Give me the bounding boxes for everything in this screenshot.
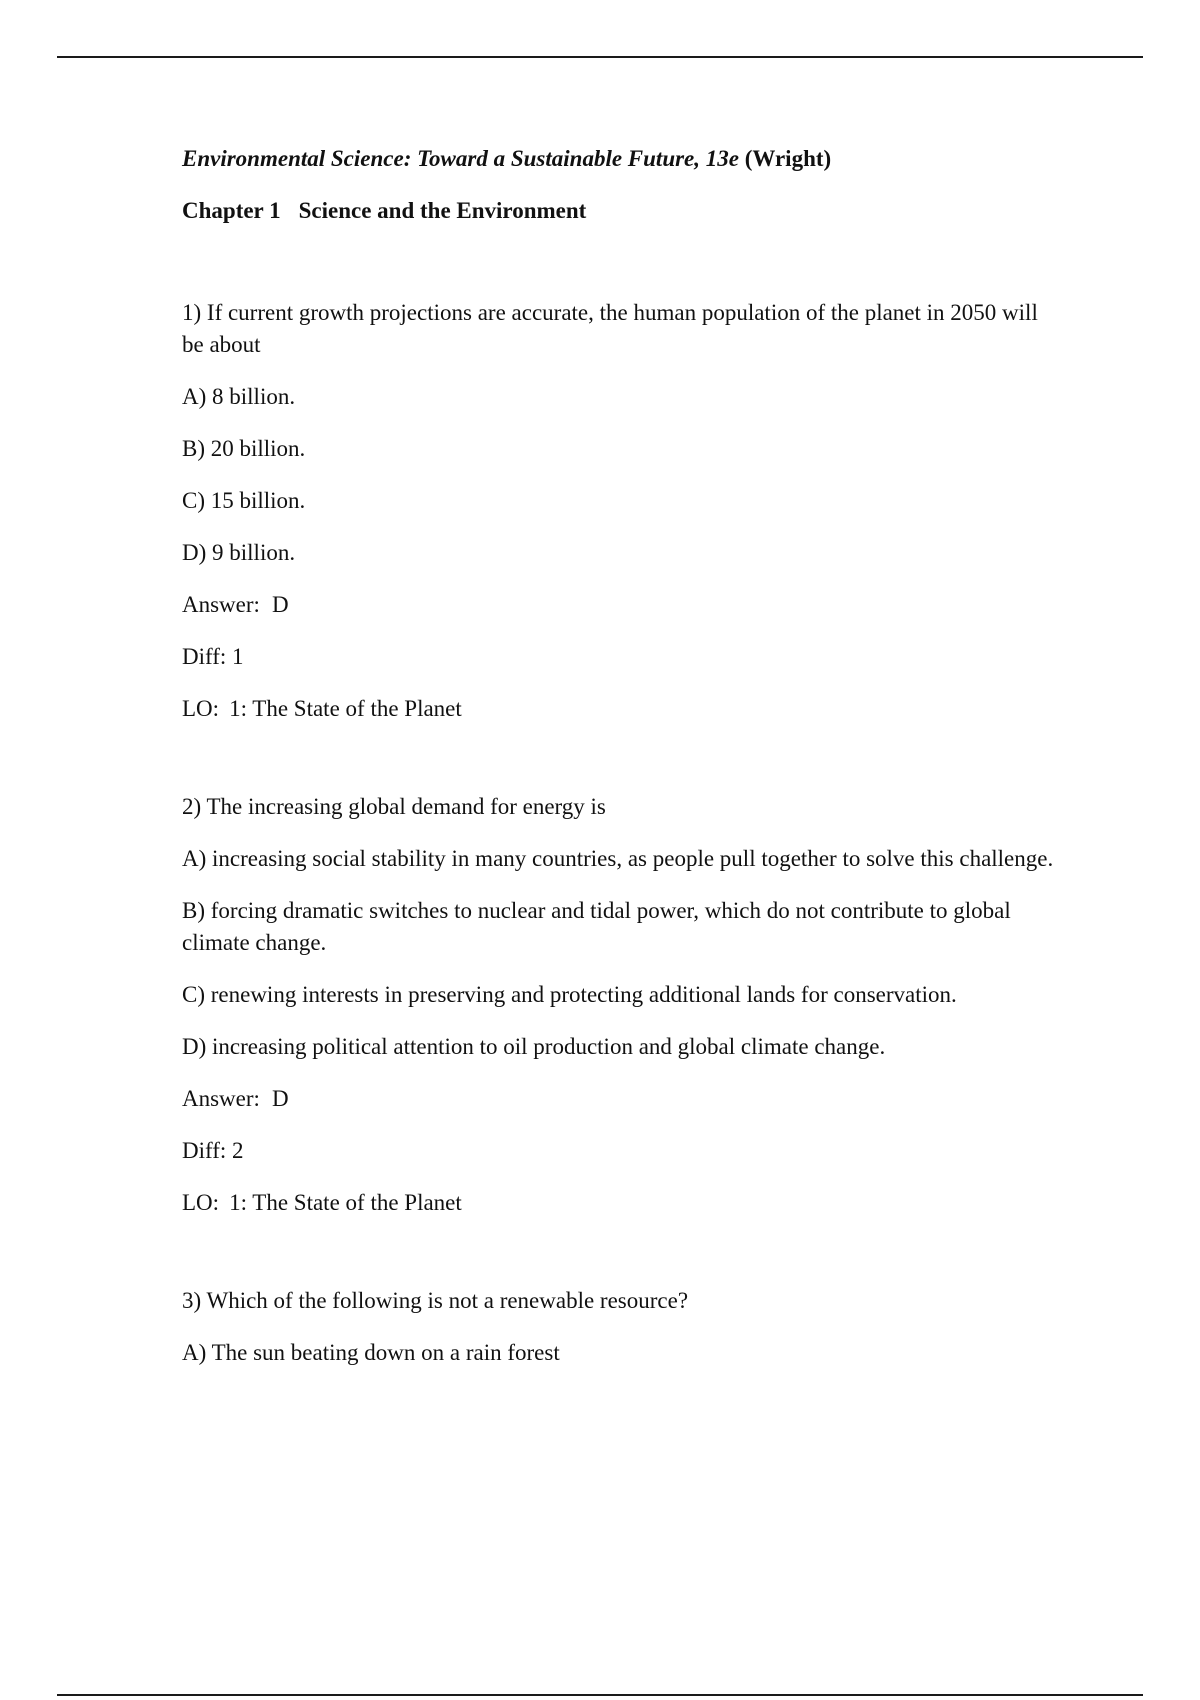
difficulty-line: Diff: 2 xyxy=(182,1138,244,1163)
answer-line xyxy=(182,1083,1062,1115)
option-a: A) The sun beating down on a rain forest xyxy=(182,1340,560,1365)
option-b: B) forcing dramatic switches to nuclear and tidal power, which do not contribute to global climate change. xyxy=(182,898,1011,955)
learning-objective-line xyxy=(182,1187,1062,1219)
lo-label: LO: xyxy=(182,696,220,721)
option-a: A) increasing social stability in many countries, as people pull together to solve this challenge. xyxy=(182,846,1054,871)
bottom-divider xyxy=(57,1694,1143,1696)
book-author: (Wright) xyxy=(744,146,832,171)
question-3 xyxy=(182,1285,1062,1369)
chapter-title xyxy=(182,195,1062,227)
lo-label: LO: xyxy=(182,1190,220,1215)
question-stem: 3) Which of the following is not a renewable resource? xyxy=(182,1288,689,1313)
option-c: C) 15 billion. xyxy=(182,488,306,513)
answer-value: D xyxy=(271,1086,289,1111)
document-page xyxy=(182,143,1062,1389)
option-d: D) 9 billion. xyxy=(182,540,296,565)
chapter-name: Science and the Environment xyxy=(298,198,587,223)
learning-objective-line xyxy=(182,693,1062,725)
book-title xyxy=(182,143,1062,175)
book-title-italic: Environmental Science: Toward a Sustainable Future, 13e xyxy=(182,146,739,171)
question-2 xyxy=(182,791,1062,1219)
answer-label: Answer: xyxy=(182,1086,260,1111)
top-divider xyxy=(57,56,1143,58)
option-b: B) 20 billion. xyxy=(182,436,306,461)
option-c: C) renewing interests in preserving and protecting additional lands for conservation. xyxy=(182,982,957,1007)
answer-value: D xyxy=(271,592,289,617)
lo-value: 1: The State of the Planet xyxy=(229,696,462,721)
difficulty-line: Diff: 1 xyxy=(182,644,244,669)
lo-value: 1: The State of the Planet xyxy=(229,1190,462,1215)
option-a: A) 8 billion. xyxy=(182,384,296,409)
option-d: D) increasing political attention to oil production and global climate change. xyxy=(182,1034,886,1059)
answer-label: Answer: xyxy=(182,592,260,617)
chapter-number: Chapter 1 xyxy=(182,198,281,223)
answer-line xyxy=(182,589,1062,621)
question-stem: 1) If current growth projections are accurate, the human population of the planet in 2050 will be about xyxy=(182,300,1038,357)
question-stem: 2) The increasing global demand for energy is xyxy=(182,794,606,819)
question-1 xyxy=(182,297,1062,725)
